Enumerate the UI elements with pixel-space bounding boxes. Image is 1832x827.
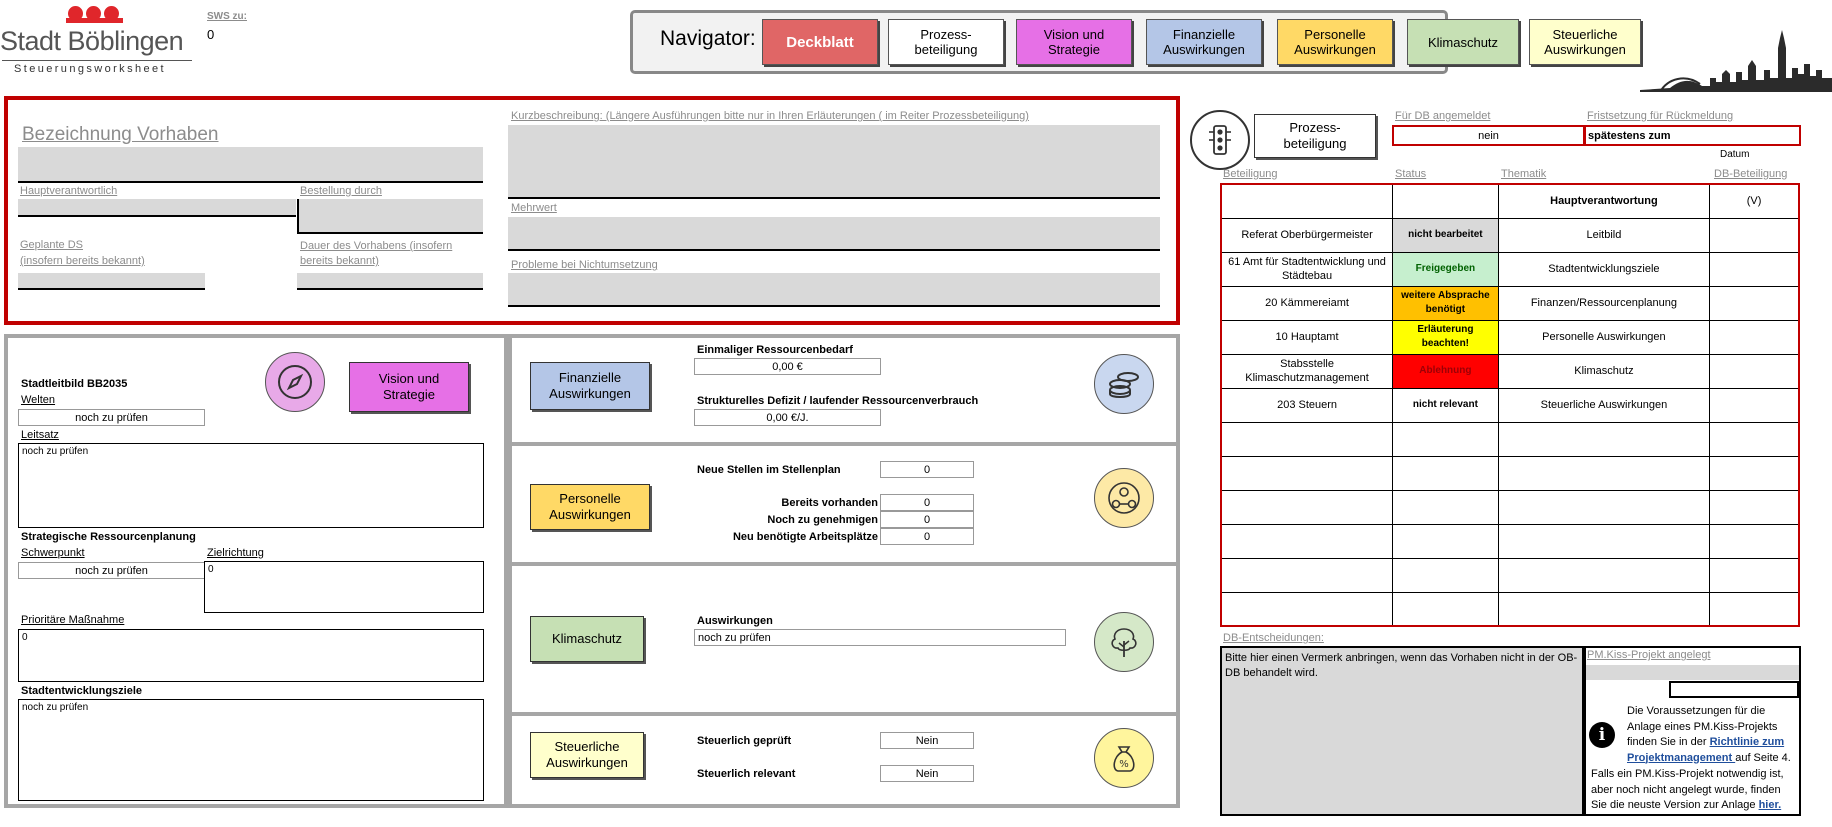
finanziell-button[interactable]: Finanzielle Auswirkungen — [530, 362, 650, 410]
steuerlich-relevant-value[interactable]: Nein — [880, 765, 974, 782]
table-row-hauptverantwortung — [1221, 184, 1799, 218]
prio-massnahme-field[interactable]: 0 — [18, 629, 484, 682]
steuerlich-geprueft-value[interactable]: Nein — [880, 732, 974, 749]
table-row — [1221, 320, 1799, 354]
frist-label: Fristsetzung für Rückmeldung — [1587, 110, 1734, 122]
schwerpunkt-field[interactable]: noch zu prüfen — [18, 562, 205, 579]
navigator-label: Navigator: — [660, 27, 756, 50]
status-header: Status — [1395, 168, 1427, 180]
cell-beteiligung[interactable] — [1221, 422, 1393, 456]
probleme-label: Probleme bei Nichtumsetzung — [511, 259, 658, 271]
cell-status[interactable]: nicht relevant — [1393, 388, 1499, 422]
cell-status[interactable] — [1393, 524, 1499, 558]
db-entscheidungen-label: DB-Entscheidungen: — [1223, 632, 1324, 644]
db-entscheidungen-field[interactable] — [1220, 646, 1584, 816]
zielrichtung-label: Zielrichtung — [207, 547, 264, 559]
geplante-ds-field[interactable] — [18, 273, 205, 290]
db-entscheidungen-text: Bitte hier einen Vermerk anbringen, wenn das Vorhaben nicht in der OB-DB behandelt wird. — [1225, 652, 1578, 679]
defizit-label: Strukturelles Defizit / laufender Ressourcenverbrauch — [697, 395, 979, 407]
steuerlich-button[interactable]: Steuerliche Auswirkungen — [530, 732, 644, 778]
cell-thematik — [1498, 524, 1709, 558]
cell-beteiligung[interactable] — [1221, 490, 1393, 524]
cell-db[interactable] — [1710, 592, 1799, 626]
table-row-empty — [1221, 490, 1799, 524]
table-row-empty — [1221, 558, 1799, 592]
pmkiss-label: PM.Kiss-Projekt angelegt — [1587, 649, 1711, 661]
cell-thematik — [1498, 490, 1709, 524]
db-beteiligung-header: DB-Beteiligung — [1714, 168, 1788, 180]
table-row-empty — [1221, 524, 1799, 558]
arbeitsplaetze-label: Neu benötigte Arbeitsplätze — [732, 531, 878, 543]
steuerlich-geprueft-label: Steuerlich geprüft — [697, 735, 792, 747]
personell-button[interactable]: Personelle Auswirkungen — [530, 484, 650, 530]
cell-db[interactable] — [1710, 558, 1799, 592]
cell-status[interactable]: weitere Absprache benötigt — [1393, 286, 1499, 320]
cell-thematik — [1498, 592, 1709, 626]
cell-beteiligung[interactable]: Stabsstelle Klimaschutzmanagement — [1221, 354, 1393, 388]
pmkiss-checkbox[interactable] — [1669, 681, 1799, 698]
sws-value: 0 — [207, 27, 215, 42]
leitsatz-label: Leitsatz — [21, 429, 59, 441]
table-row — [1221, 252, 1799, 286]
table-row — [1221, 286, 1799, 320]
cell-beteiligung[interactable]: Referat Oberbürgermeister — [1221, 218, 1393, 252]
cell-db[interactable] — [1710, 456, 1799, 490]
probleme-field[interactable] — [508, 273, 1160, 307]
table-row-empty — [1221, 456, 1799, 490]
bereits-vorhanden-label: Bereits vorhanden — [781, 497, 878, 509]
table-row — [1221, 388, 1799, 422]
cell-status[interactable] — [1393, 592, 1499, 626]
nav-finanziell-button[interactable]: Finanzielle Auswirkungen — [1146, 19, 1262, 65]
noch-genehmigen-label: Noch zu genehmigen — [767, 514, 878, 526]
welten-field[interactable]: noch zu prüfen — [18, 409, 205, 426]
bestellung-label: Bestellung durch — [300, 185, 382, 197]
nav-personell-button[interactable]: Personelle Auswirkungen — [1277, 19, 1393, 65]
neue-stellen-label: Neue Stellen im Stellenplan — [697, 464, 841, 476]
klima-auswirkungen-value[interactable]: noch zu prüfen — [694, 629, 1066, 646]
db-angemeldet-value[interactable]: nein — [1392, 125, 1585, 146]
table-row — [1221, 354, 1799, 388]
cell-thematik: Personelle Auswirkungen — [1498, 320, 1709, 354]
thematik-header: Thematik — [1501, 168, 1547, 180]
geplante-ds-label: Geplante DS (insofern bereits bekannt) — [20, 239, 145, 267]
city-logo — [0, 4, 200, 78]
mehrwert-field[interactable] — [508, 217, 1160, 251]
zielrichtung-field[interactable]: 0 — [204, 561, 484, 613]
cell-thematik: Finanzen/Ressourcenplanung — [1498, 286, 1709, 320]
nav-prozessbeteiligung-button[interactable]: Prozess- beteiligung — [888, 19, 1004, 65]
beteiligung-header: Beteiligung — [1223, 168, 1278, 180]
pmkiss-info-text: Die Voraussetzungen für die Anlage eines PM.Kiss-Projekts finden Sie in der Richtlinie zum Projektmanagement auf Seite 4. — [1627, 705, 1791, 764]
cell-db[interactable] — [1710, 422, 1799, 456]
pmkiss-info-text-2: Falls ein PM.Kiss-Projekt notwendig ist, aber noch nicht angelegt wurde, finden Sie die neuste Version zur Anlage hier. — [1591, 768, 1784, 811]
team-icon — [1094, 468, 1154, 528]
cell-thematik — [1498, 456, 1709, 490]
welten-label: Welten — [21, 394, 56, 406]
table-row — [1221, 218, 1799, 252]
klimaschutz-button[interactable]: Klimaschutz — [530, 616, 644, 662]
stadtentwicklungsziele-field[interactable]: noch zu prüfen — [18, 699, 484, 801]
bereits-vorhanden-value[interactable]: 0 — [880, 494, 974, 511]
dauer-label: Dauer des Vorhabens (insofern bereits bekannt) — [300, 240, 453, 267]
nav-steuerlich-button[interactable]: Steuerliche Auswirkungen — [1529, 19, 1641, 65]
sws-label: SWS zu: — [207, 11, 247, 22]
coins-icon — [1094, 354, 1154, 414]
ressourcen-heading: Strategische Ressourcenplanung — [21, 531, 196, 543]
cell-beteiligung[interactable] — [1221, 524, 1393, 558]
logo-city-name: Stadt Böblingen — [0, 26, 184, 56]
cell-thematik: Klimaschutz — [1498, 354, 1709, 388]
cell-thematik: Hauptverantwortung — [1498, 184, 1709, 218]
steuerlich-relevant-label: Steuerlich relevant — [697, 768, 796, 780]
einmalig-label: Einmaliger Ressourcenbedarf — [697, 344, 853, 356]
cell-beteiligung[interactable] — [1221, 456, 1393, 490]
cell-db[interactable] — [1710, 286, 1799, 320]
info-icon: i — [1589, 722, 1615, 748]
cell-status[interactable]: Ablehnung — [1393, 354, 1499, 388]
money-bag-icon — [1094, 728, 1154, 788]
mehrwert-label: Mehrwert — [511, 202, 557, 214]
logo-dots — [68, 6, 128, 26]
cell-thematik — [1498, 422, 1709, 456]
cell-thematik — [1498, 558, 1709, 592]
logo-subtitle: Steuerungsworksheet — [14, 63, 166, 75]
cell-db[interactable] — [1710, 252, 1799, 286]
cell-beteiligung[interactable]: 203 Steuern — [1221, 388, 1393, 422]
cell-db[interactable] — [1710, 218, 1799, 252]
compass-icon — [265, 352, 325, 412]
cell-db[interactable] — [1710, 490, 1799, 524]
cell-db[interactable] — [1710, 354, 1799, 388]
pmkiss-gray-field — [1586, 665, 1799, 680]
klima-auswirkungen-label: Auswirkungen — [697, 615, 773, 627]
cell-status[interactable] — [1393, 490, 1499, 524]
cell-beteiligung[interactable]: 61 Amt für Stadtentwicklung und Städtebau — [1221, 252, 1393, 286]
richtlinie-link[interactable]: Richtlinie zum Projektmanagement — [1627, 736, 1785, 764]
arbeitsplaetze-value[interactable]: 0 — [880, 528, 974, 545]
cell-beteiligung[interactable] — [1221, 184, 1393, 218]
db-angemeldet-label: Für DB angemeldet — [1395, 110, 1491, 122]
stadtleitbild-label: Stadtleitbild BB2035 — [21, 378, 128, 390]
cell-thematik: Stadtentwicklungsziele — [1498, 252, 1709, 286]
prio-massnahme-label: Prioritäre Maßnahme — [21, 614, 125, 626]
cell-status[interactable]: Erläuterung beachten! — [1393, 320, 1499, 354]
city-skyline-image — [1640, 30, 1832, 92]
cell-thematik: Steuerliche Auswirkungen — [1498, 388, 1709, 422]
table-row-empty — [1221, 592, 1799, 626]
defizit-value[interactable]: 0,00 €/J. — [694, 409, 881, 426]
cell-beteiligung[interactable] — [1221, 558, 1393, 592]
cell-status[interactable] — [1393, 456, 1499, 490]
schwerpunkt-label: Schwerpunkt — [21, 547, 85, 559]
cell-thematik: Leitbild — [1498, 218, 1709, 252]
frist-value[interactable]: spätestens zum — [1584, 125, 1801, 146]
nav-vision-button[interactable]: Vision und Strategie — [1016, 19, 1132, 65]
einmalig-value[interactable]: 0,00 € — [694, 358, 881, 375]
neue-stellen-value[interactable]: 0 — [880, 461, 974, 478]
cell-beteiligung[interactable]: 10 Hauptamt — [1221, 320, 1393, 354]
hauptverantwortlich-field[interactable] — [18, 199, 296, 217]
nav-deckblatt-button[interactable]: Deckblatt — [762, 19, 878, 65]
prozessbeteiligung-button[interactable]: Prozess- beteiligung — [1254, 114, 1376, 158]
nav-klimaschutz-button[interactable]: Klimaschutz — [1407, 19, 1519, 65]
cell-db[interactable] — [1710, 388, 1799, 422]
kurzbeschreibung-label: Kurzbeschreibung: (Längere Ausführungen bitte nur in Ihren Erläuterungen ( im Reiter Prozessbeteiligung) — [511, 110, 1029, 122]
noch-genehmigen-value[interactable]: 0 — [880, 511, 974, 528]
tree-icon — [1094, 612, 1154, 672]
bezeichnung-label: Bezeichnung Vorhaben — [22, 124, 219, 145]
bezeichnung-field[interactable] — [18, 147, 483, 183]
anlage-hier-link[interactable]: hier. — [1758, 799, 1782, 811]
cell-db[interactable]: (V) — [1710, 184, 1799, 218]
cell-status[interactable] — [1393, 558, 1499, 592]
datum-label: Datum — [1720, 149, 1750, 160]
cell-beteiligung[interactable] — [1221, 592, 1393, 626]
hauptverantwortlich-label: Hauptverantwortlich — [20, 185, 118, 197]
cell-status[interactable] — [1393, 422, 1499, 456]
kurzbeschreibung-field[interactable] — [508, 125, 1160, 199]
vision-strategie-button[interactable]: Vision und Strategie — [349, 362, 469, 412]
leitsatz-field[interactable]: noch zu prüfen — [18, 443, 484, 528]
table-row-empty — [1221, 422, 1799, 456]
cell-db[interactable] — [1710, 320, 1799, 354]
cell-status[interactable] — [1393, 184, 1499, 218]
cell-status[interactable]: nicht bearbeitet — [1393, 218, 1499, 252]
cell-beteiligung[interactable]: 20 Kämmereiamt — [1221, 286, 1393, 320]
beteiligung-table — [1220, 183, 1800, 627]
bestellung-field[interactable] — [297, 199, 483, 234]
cell-status[interactable]: Freigegeben — [1393, 252, 1499, 286]
svg-text:%: % — [1119, 759, 1129, 770]
dauer-field[interactable] — [297, 273, 483, 290]
stadtentwicklungsziele-label: Stadtentwicklungsziele — [21, 685, 143, 697]
traffic-light-icon — [1190, 110, 1250, 170]
cell-db[interactable] — [1710, 524, 1799, 558]
